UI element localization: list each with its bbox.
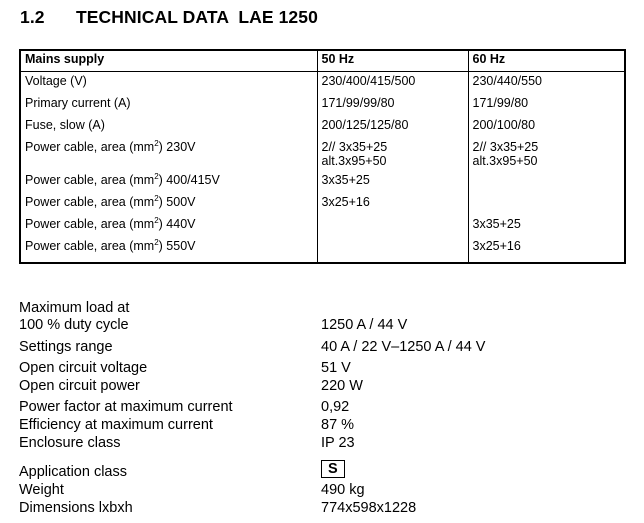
spec-row-enclosure	[19, 435, 619, 460]
row-label: Fuse, slow (A)	[25, 118, 105, 132]
cell-value: 3x25+16	[472, 239, 521, 253]
spec-label: Maximum load at	[19, 300, 130, 316]
row-label-text: Power cable, area (mm	[25, 140, 155, 154]
row-label-text: ) 500V	[158, 195, 196, 209]
spec-label: Application class	[19, 464, 127, 480]
cell-value: 230/400/415/500	[321, 74, 416, 88]
cell-value: 3x35+25	[472, 217, 521, 231]
spec-row-open-circuit-power	[19, 378, 619, 399]
row-label	[20, 193, 317, 215]
spec-label: Efficiency at maximum current	[19, 417, 213, 433]
spec-row-settings-range	[19, 339, 619, 360]
spec-row-dimensions	[19, 500, 619, 518]
header-mains-supply: Mains supply	[20, 50, 317, 72]
table-row	[20, 171, 625, 193]
cell-60hz	[468, 116, 625, 138]
cell-60hz	[468, 237, 625, 263]
row-label-text: ) 400/415V	[158, 173, 220, 187]
cell-50hz	[317, 193, 468, 215]
cell-60hz	[468, 193, 625, 215]
row-label-superscript: 2	[154, 172, 159, 181]
cell-value: alt.3x95+50	[321, 154, 387, 168]
spec-label: Open circuit voltage	[19, 360, 148, 376]
mains-supply-table	[19, 49, 626, 264]
row-label-text: Power cable, area (mm	[25, 195, 155, 209]
spec-row-weight	[19, 482, 619, 500]
cell-value: alt.3x95+50	[472, 154, 538, 168]
spec-label: Dimensions lxbxh	[19, 500, 133, 516]
spec-label: 100 % duty cycle	[19, 317, 129, 333]
table-body	[20, 72, 625, 264]
row-label-superscript: 2	[154, 139, 159, 148]
cell-value: 200/100/80	[472, 118, 536, 132]
cell-60hz	[468, 138, 625, 171]
cell-50hz	[317, 237, 468, 263]
specifications-list	[19, 300, 619, 518]
row-label	[20, 171, 317, 193]
spec-label: Weight	[19, 482, 64, 498]
cell-60hz	[468, 94, 625, 116]
row-label-text: Power cable, area (mm	[25, 173, 155, 187]
spec-label: Power factor at maximum current	[19, 399, 233, 415]
row-label-superscript: 2	[154, 238, 159, 247]
cell-value: 171/99/80	[472, 96, 529, 110]
cell-value: 3x25+16	[321, 195, 370, 209]
row-label-text: Power cable, area (mm	[25, 217, 155, 231]
section-title: TECHNICAL DATA LAE 1250	[76, 7, 318, 27]
cell-50hz	[317, 171, 468, 193]
row-label: Primary current (A)	[25, 96, 131, 110]
section-number: 1.2	[20, 7, 45, 27]
cell-value: 3x35+25	[321, 173, 370, 187]
table-row	[20, 215, 625, 237]
table-row	[20, 237, 625, 263]
row-label-text: ) 230V	[158, 140, 196, 154]
spec-row-application-class	[19, 460, 619, 480]
spec-label: Settings range	[19, 339, 113, 355]
cell-50hz	[317, 72, 468, 95]
row-label-text: ) 440V	[158, 217, 196, 231]
row-label	[20, 138, 317, 171]
spec-value: 1250 A / 44 V	[321, 317, 408, 333]
spec-value: 40 A / 22 V–1250 A / 44 V	[321, 339, 486, 355]
spec-row-open-circuit-voltage	[19, 360, 619, 378]
cell-50hz	[317, 116, 468, 138]
row-label: Voltage (V)	[25, 74, 87, 88]
spec-label: Open circuit power	[19, 378, 140, 394]
row-label-superscript: 2	[154, 216, 159, 225]
application-class-badge-wrap	[321, 460, 345, 478]
spec-value: 774x598x1228	[321, 500, 417, 516]
application-class-badge: S	[321, 460, 345, 478]
spec-value: 220 W	[321, 378, 363, 394]
spec-value: 0,92	[321, 399, 350, 415]
table-header-row	[20, 50, 625, 72]
cell-value: 200/125/125/80	[321, 118, 409, 132]
cell-value: 2// 3x35+25	[472, 140, 539, 154]
spec-row-efficiency	[19, 417, 619, 435]
row-label	[20, 237, 317, 263]
table-row	[20, 138, 625, 171]
cell-60hz	[468, 171, 625, 193]
cell-50hz	[317, 215, 468, 237]
table-row	[20, 116, 625, 138]
header-60hz: 60 Hz	[468, 50, 625, 72]
cell-value: 171/99/99/80	[321, 96, 395, 110]
spec-value: 490 kg	[321, 482, 365, 498]
cell-60hz	[468, 72, 625, 95]
spec-label: Enclosure class	[19, 435, 121, 451]
spec-value: 51 V	[321, 360, 351, 376]
spec-row-max-load-2	[19, 317, 619, 339]
row-label-text: ) 550V	[158, 239, 196, 253]
spec-row-power-factor	[19, 399, 619, 417]
section-heading	[20, 7, 318, 28]
spec-value: 87 %	[321, 417, 355, 433]
table-row	[20, 94, 625, 116]
table-row	[20, 72, 625, 95]
cell-50hz	[317, 94, 468, 116]
cell-value: 230/440/550	[472, 74, 543, 88]
spec-row-max-load	[19, 300, 619, 317]
spec-value: IP 23	[321, 435, 355, 451]
cell-value: 2// 3x35+25	[321, 140, 388, 154]
row-label-superscript: 2	[154, 194, 159, 203]
cell-50hz	[317, 138, 468, 171]
header-50hz: 50 Hz	[317, 50, 468, 72]
row-label-text: Power cable, area (mm	[25, 239, 155, 253]
cell-60hz	[468, 215, 625, 237]
row-label	[20, 215, 317, 237]
table-row	[20, 193, 625, 215]
